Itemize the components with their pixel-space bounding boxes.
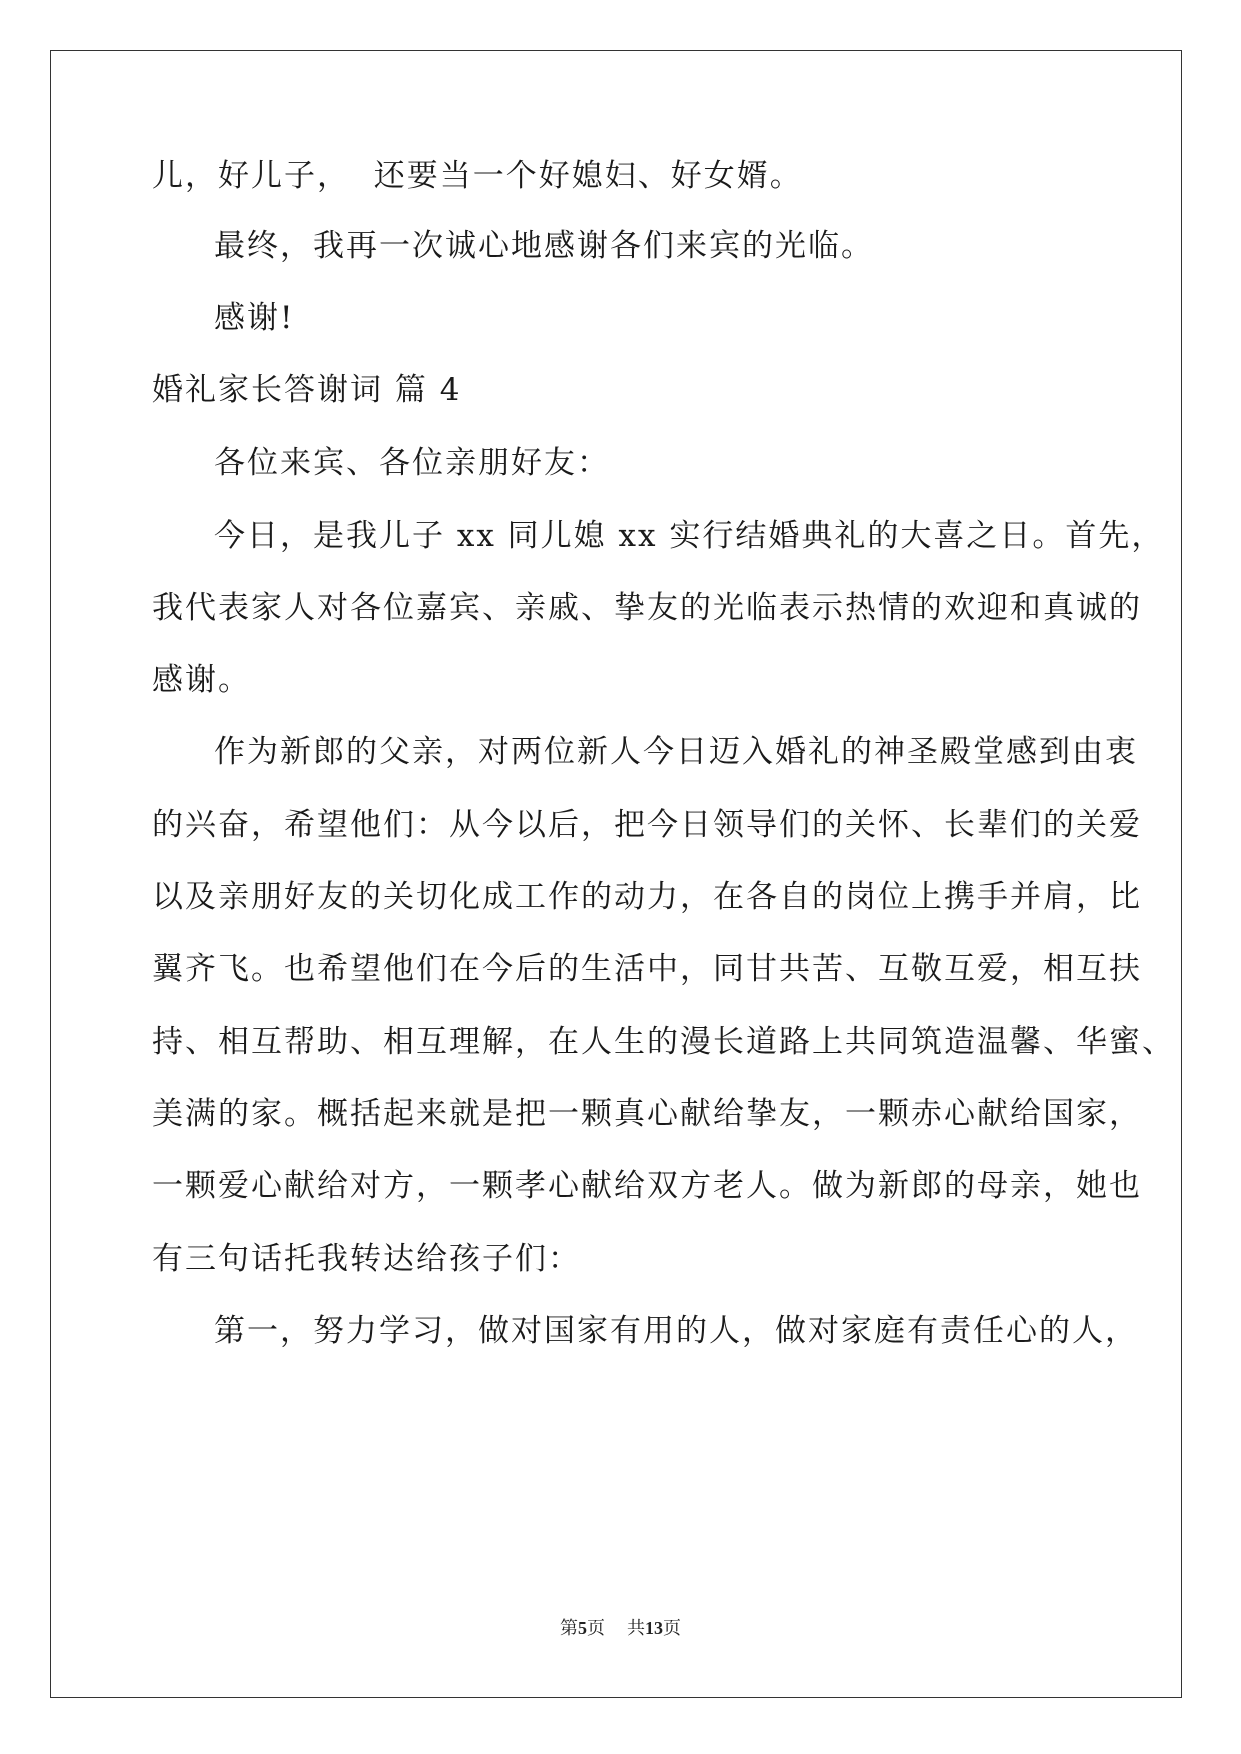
- section-heading: 婚礼家长答谢词 篇 4: [152, 372, 462, 408]
- paragraph-line: 我代表家人对各位嘉宾、亲戚、挚友的光临表示热情的欢迎和真诚的: [152, 590, 1142, 626]
- paragraph-line: 最终，我再一次诚心地感谢各们来宾的光临。: [214, 228, 874, 264]
- paragraph-line: 美满的家。概括起来就是把一颗真心献给挚友，一颗赤心献给国家，: [152, 1096, 1142, 1132]
- paragraph-line: 儿，好儿子， 还要当一个好媳妇、好女婿。: [152, 158, 803, 194]
- paragraph-line: 有三句话托我转达给孩子们：: [152, 1241, 581, 1277]
- paragraph-line: 第一，努力学习，做对国家有用的人，做对家庭有责任心的人，: [214, 1313, 1138, 1349]
- page-footer: [0, 1616, 1241, 1641]
- paragraph-line: 持、相互帮助、相互理解，在人生的漫长道路上共同筑造温馨、华蜜、: [152, 1024, 1175, 1060]
- total-page-count: 13: [645, 1618, 663, 1638]
- paragraph-line: 感谢!: [214, 300, 295, 336]
- paragraph-line: 一颗爱心献给对方，一颗孝心献给双方老人。做为新郎的母亲，她也: [152, 1168, 1142, 1204]
- paragraph-line: 翼齐飞。也希望他们在今后的生活中，同甘共苦、互敬互爱，相互扶: [152, 951, 1142, 987]
- paragraph-line: 作为新郎的父亲，对两位新人今日迈入婚礼的神圣殿堂感到由衷: [214, 734, 1138, 770]
- page-suffix: 页: [587, 1618, 605, 1639]
- greeting-line: 各位来宾、各位亲朋好友：: [214, 445, 610, 481]
- total-suffix: 页: [663, 1618, 681, 1639]
- paragraph-line: 以及亲朋好友的关切化成工作的动力，在各自的岗位上携手并肩，比: [152, 879, 1142, 915]
- paragraph-line: 今日，是我儿子 xx 同儿媳 xx 实行结婚典礼的大喜之日。首先，: [214, 518, 1165, 554]
- total-prefix: 共: [627, 1618, 645, 1639]
- page-prefix: 第: [560, 1618, 578, 1639]
- current-page-number: 5: [578, 1618, 587, 1638]
- paragraph-line: 的兴奋，希望他们：从今以后，把今日领导们的关怀、长辈们的关爱: [152, 807, 1142, 843]
- paragraph-line: 感谢。: [152, 662, 251, 698]
